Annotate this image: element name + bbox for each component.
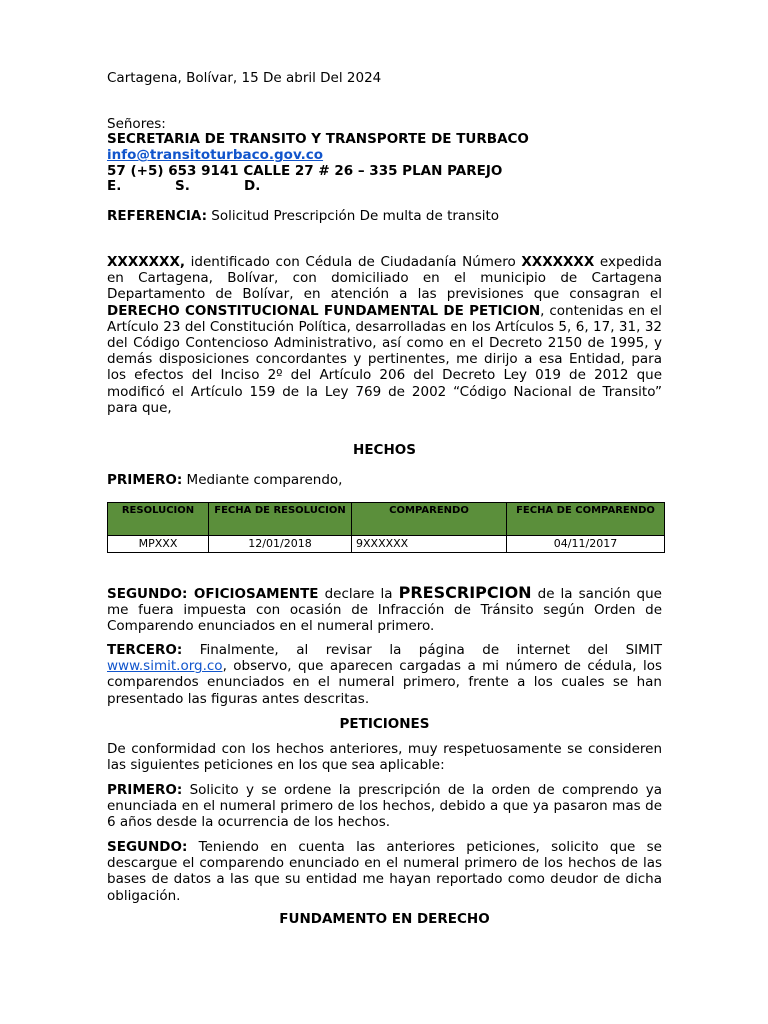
- table-header: RESOLUCION: [108, 503, 209, 536]
- tercero-text-1: Finalmente, al revisar la página de internet del SIMIT: [182, 642, 662, 658]
- date-line: Cartagena, Bolívar, 15 De abril Del 2024: [107, 70, 382, 86]
- intro-text-2: expedida en Cartagena, Bolívar, con domiciliado en el municipio de Cartagena Departamento de Bolívar, en atención a las previsiones que consagran el: [107, 254, 662, 303]
- hechos-primero-text: Mediante comparendo,: [182, 472, 343, 488]
- table-header: FECHA DE COMPARENDO: [507, 503, 665, 536]
- simit-link[interactable]: www.simit.org.co: [107, 658, 223, 675]
- esd-e: E.: [107, 178, 122, 194]
- peticiones-title: PETICIONES: [339, 716, 430, 732]
- hechos-segundo: [107, 585, 662, 635]
- peticion-primero-label: PRIMERO:: [107, 782, 183, 798]
- fundamento-title: FUNDAMENTO EN DERECHO: [279, 911, 490, 927]
- hechos-tercero: [107, 642, 662, 707]
- table-header: FECHA DE RESOLUCION: [209, 503, 352, 536]
- peticion-segundo-text: Teniendo en cuenta las anteriores peticiones, solicito que se descargue el comparendo enunciado en el numeral primero de los hechos de las bases de datos a las que su entidad me hayan reportado como deudor de dicha obligación.: [107, 839, 662, 904]
- table-cell-fecha-comparendo: 04/11/2017: [507, 536, 665, 553]
- intro-paragraph: [107, 254, 662, 416]
- table-row: [108, 536, 665, 553]
- intro-id: XXXXXXX: [521, 254, 595, 270]
- reference-text: Solicitud Prescripción De multa de transito: [207, 208, 500, 224]
- tercero-text-2: , observo, que aparecen cargadas a mi número de cédula, los comparendos enunciados en el numeral primero, frente a los cuales se han presentado las figuras antes descritas.: [107, 658, 662, 707]
- reference-line: [107, 208, 662, 224]
- table-header: COMPARENDO: [352, 503, 507, 536]
- intro-text-3: , contenidas en el Artículo 23 del Constitución Política, desarrolladas en los Artículos 5, 6, 17, 31, 32 del Código Contencioso Administrativo, así como en el Decreto 2150 de 1995, y demás disposiciones concordantes y pertinentes, me dirijo a esa Entidad, para los efectos del Inciso 2º del Artículo 206 del Decreto Ley 019 de 2012 que modificó el Artículo 159 de la Ley 769 de 2002 “Código Nacional de Transito” para que,: [107, 302, 662, 416]
- table-cell-fecha-resolucion: 12/01/2018: [209, 536, 352, 553]
- peticion-primero: [107, 782, 662, 831]
- recipient-email-link[interactable]: info@transitoturbaco.gov.co: [107, 147, 324, 163]
- tercero-label: TERCERO:: [107, 642, 183, 658]
- segundo-bold: OFICIOSAMENTE: [187, 586, 319, 602]
- hechos-title: HECHOS: [353, 442, 416, 458]
- segundo-text-2: de la sanción que me fuera impuesta con ocasión de Infracción de Tránsito según Orden de Comparendo enunciados en el numeral primero.: [107, 586, 662, 635]
- peticion-segundo-label: SEGUNDO:: [107, 839, 188, 855]
- peticiones-intro: De conformidad con los hechos anteriores, muy respetuosamente se consideren las siguientes peticiones en los que sea aplicable:: [107, 741, 662, 774]
- segundo-prescripcion: PRESCRIPCION: [398, 583, 532, 602]
- comparendo-table: [107, 502, 665, 553]
- intro-name: XXXXXXX,: [107, 254, 185, 270]
- segundo-label: SEGUNDO:: [107, 586, 188, 602]
- salutation: Señores:: [107, 116, 166, 132]
- hechos-primero-label: PRIMERO:: [107, 472, 183, 488]
- esd-line: [107, 178, 662, 194]
- hechos-primero: [107, 472, 662, 488]
- recipient-email-line: [107, 147, 662, 163]
- recipient-address: 57 (+5) 653 9141 CALLE 27 # 26 – 335 PLAN PAREJO: [107, 163, 503, 179]
- reference-label: REFERENCIA:: [107, 208, 208, 224]
- esd-s: S.: [175, 178, 190, 194]
- segundo-text-1: declare la: [318, 586, 399, 602]
- table-header-row: [108, 503, 665, 536]
- esd-d: D.: [244, 178, 261, 194]
- peticion-primero-text: Solicito y se ordene la prescripción de la orden de comprendo ya enunciada en el numeral primero de los hechos, debido a que ya pasaron mas de 6 años desde la ocurrencia de los hechos.: [107, 782, 662, 831]
- recipient-name: SECRETARIA DE TRANSITO Y TRANSPORTE DE TURBACO: [107, 131, 529, 147]
- peticion-segundo: [107, 839, 662, 904]
- intro-text-1: identificado con Cédula de Ciudadanía Número: [185, 254, 522, 270]
- table-cell-comparendo: 9XXXXXX: [352, 536, 507, 553]
- comparendo-table-wrap: [107, 502, 662, 553]
- intro-right: DERECHO CONSTITUCIONAL FUNDAMENTAL DE PETICION: [107, 302, 541, 319]
- table-cell-resolucion: MPXXX: [108, 536, 209, 553]
